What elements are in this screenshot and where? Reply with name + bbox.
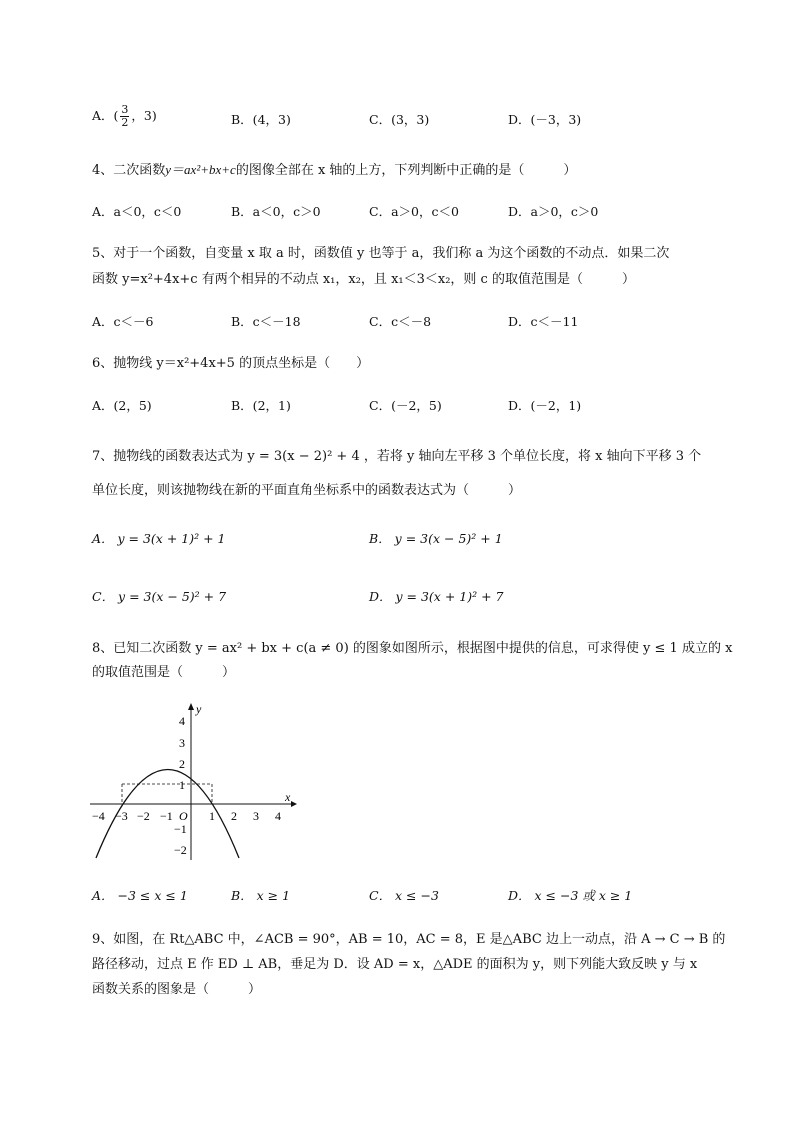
q9-stem-line3: 函数关系的图象是（ ）: [92, 982, 262, 997]
q9-stem-line2: 路径移动，过点 E 作 ED ⊥ AB，垂足为 D．设 AD = x，△ADE 的面积为 y，则下列能大致反映 y 与 x: [92, 957, 698, 972]
q7-option-a[interactable]: A． y = 3(x + 1)² + 1: [92, 531, 226, 546]
q3-option-a-fraction: [120, 104, 129, 129]
x-axis-arrow-icon: [291, 801, 297, 807]
y-axis-arrow-icon: [188, 703, 194, 710]
q4-option-a[interactable]: A．a＜0，c＜0: [92, 204, 182, 219]
fraction-denominator: 2: [121, 116, 129, 129]
q5-option-a[interactable]: A．c＜－6: [92, 314, 154, 329]
q6-option-a[interactable]: A．(2，5): [92, 398, 152, 413]
y-tick-label: −2: [174, 843, 187, 857]
q7-option-b[interactable]: B． y = 3(x − 5)² + 1: [369, 531, 503, 546]
fraction-numerator: 3: [121, 103, 129, 116]
q7-stem-line1: 7、抛物线的函数表达式为 y = 3(x − 2)² + 4 ，若将 y 轴向左平移 3 个单位长度，将 x 轴向下平移 3 个: [92, 449, 702, 464]
q5-option-b[interactable]: B．c＜－18: [231, 314, 301, 329]
q8-stem-line2: 的取值范围是（ ）: [92, 665, 236, 680]
x-tick-label: −4: [92, 809, 105, 823]
q9-stem-line1: 9、如图，在 Rt△ABC 中，∠ACB = 90°，AB = 10，AC = 8，E 是△ABC 边上一动点，沿 A → C → B 的: [92, 932, 726, 947]
q8-option-c[interactable]: C． x ≤ −3: [369, 888, 439, 903]
y-tick-label: 1: [179, 778, 185, 792]
q8-option-b[interactable]: B． x ≥ 1: [231, 888, 291, 903]
q5-option-c[interactable]: C．c＜－8: [369, 314, 432, 329]
q8-parabola-graph: [88, 700, 303, 865]
q6-stem: 6、抛物线 y＝x²+4x+5 的顶点坐标是（ ）: [92, 356, 370, 371]
q8-option-a[interactable]: A． −3 ≤ x ≤ 1: [92, 888, 188, 903]
q6-option-c[interactable]: C．(－2，5): [369, 398, 442, 413]
y-tick-label: −1: [174, 822, 187, 836]
q5-option-d[interactable]: D．c＜－11: [508, 314, 579, 329]
x-tick-label: −2: [137, 809, 150, 823]
q4-option-b[interactable]: B．a＜0，c＞0: [231, 204, 321, 219]
q6-option-d[interactable]: D．(－2，1): [508, 398, 582, 413]
q3-option-d[interactable]: D．(－3，3): [508, 112, 582, 127]
q7-option-c[interactable]: C． y = 3(x − 5)² + 7: [92, 589, 227, 604]
y-tick-label: 2: [179, 757, 185, 771]
q4-stem: [92, 159, 576, 178]
q5-stem-line2: 函数 y=x²+4x+c 有两个相异的不动点 x₁，x₂，且 x₁＜3＜x₂，则 c 的取值范围是（ ）: [92, 272, 635, 287]
q3-option-b[interactable]: B．(4，3): [231, 112, 291, 127]
x-axis-label: x: [285, 790, 291, 804]
x-tick-label: 4: [275, 809, 281, 823]
q8-option-d[interactable]: D． x ≤ −3 或 x ≥ 1: [508, 888, 633, 903]
q4-option-d[interactable]: D．a＞0，c＞0: [508, 204, 599, 219]
x-tick-label: −1: [160, 809, 173, 823]
q3-option-a-suffix: ，3): [131, 108, 157, 123]
q3-option-a-prefix: A．(: [92, 108, 119, 123]
x-tick-label: 3: [253, 809, 259, 823]
x-tick-label: 1: [209, 809, 215, 823]
q4-option-c[interactable]: C．a＞0，c＜0: [369, 204, 459, 219]
q4-formula: y＝ax²+bx+c: [165, 162, 236, 177]
y-axis-label: y: [196, 702, 202, 716]
q7-option-d[interactable]: D． y = 3(x + 1)² + 7: [369, 589, 504, 604]
q7-stem-line2: 单位长度，则该抛物线在新的平面直角坐标系中的函数表达式为（ ）: [92, 483, 522, 498]
x-tick-label: −3: [115, 809, 128, 823]
x-tick-label: 2: [231, 809, 237, 823]
q8-stem-line1: 8、已知二次函数 y = ax² + bx + c(a ≠ 0) 的图象如图所示，根据图中提供的信息，可求得使 y ≤ 1 成立的 x: [92, 641, 733, 656]
q3-option-c[interactable]: C．(3，3): [369, 112, 430, 127]
origin-label: O: [179, 809, 188, 823]
y-tick-label: 3: [179, 736, 185, 750]
q4-stem-post: 的图像全部在 x 轴的上方，下列判断中正确的是（ ）: [235, 163, 577, 178]
q6-option-b[interactable]: B．(2，1): [231, 398, 291, 413]
q4-stem-pre: 4、二次函数: [92, 163, 166, 178]
q3-option-a[interactable]: [92, 104, 157, 129]
y-tick-label: 4: [179, 714, 185, 728]
q5-stem-line1: 5、对于一个函数，自变量 x 取 a 时，函数值 y 也等于 a，我们称 a 为这个函数的不动点．如果二次: [92, 246, 670, 261]
